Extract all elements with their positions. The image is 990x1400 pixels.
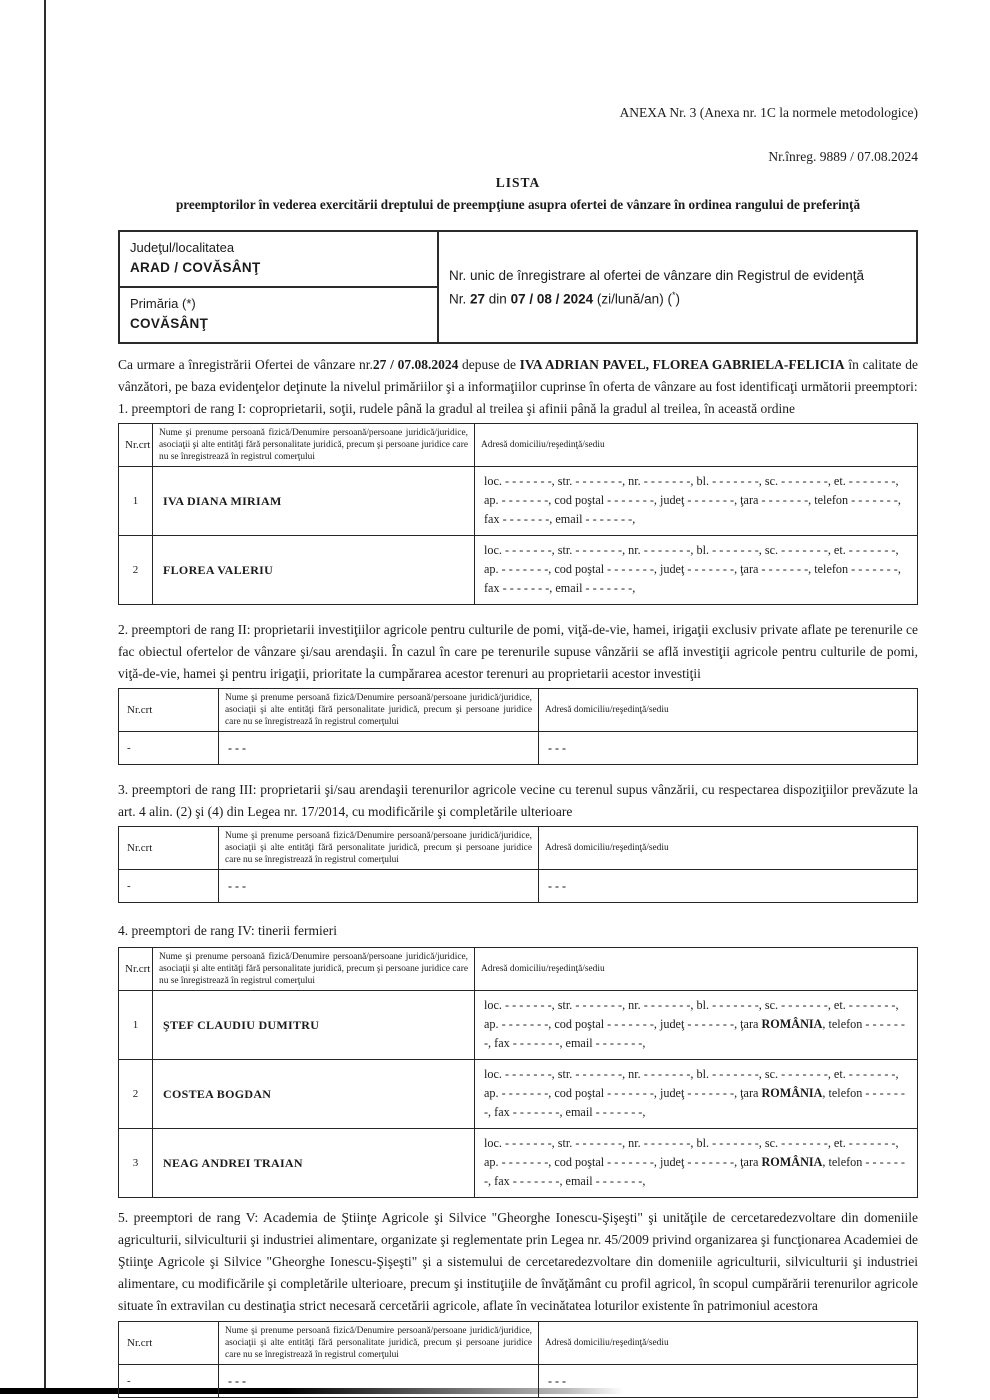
col-header-name: Nume şi prenume persoană fizică/Denumire persoană/persoane juridică/juridice, asociaţii şi alte entităţi fără personalitate juridică, precum şi persoane juridice care nu se înregistrează în registrul comerţului bbox=[153, 424, 475, 467]
col-header-address: Adresă domiciliu/reşedinţă/sediu bbox=[539, 689, 918, 732]
table-row bbox=[119, 870, 918, 903]
preemptor-address: loc. - - - - - - -, str. - - - - - - -, nr. - - - - - - -, bl. - - - - - - -, sc. - - - - - - -, et. - - - - - - -, ap. - - - - - - -, cod poştal - - - - - - -, judeţ - - - - - - -, ţara - - - - - - -, telefon - - - - - - -, fax - - - - - - -, email - - - - - - -, bbox=[475, 467, 918, 536]
row-number: 2 bbox=[119, 536, 153, 605]
offer-ref: 27 / 07.08.2024 bbox=[372, 357, 459, 372]
row-number: - bbox=[119, 1365, 219, 1398]
table-header-row bbox=[119, 948, 918, 991]
section-heading-rank4: 4. preemptori de rang IV: tinerii fermieri bbox=[118, 923, 338, 938]
row-number: 2 bbox=[119, 1060, 153, 1129]
cityhall-label: Primăria (*) bbox=[130, 296, 196, 311]
table-row bbox=[119, 732, 918, 765]
section-heading-rank5: 5. preemptori de rang V: Academia de Ştiinţe Agricole şi Silvice "Gheorghe Ionescu-Şişeşti" şi unităţile de cercetaredezvoltare din domeniile agriculturii, silviculturii şi industriei alimentare, organizate şi reglementate prin Legea nr. 45/2009 privind organizarea şi funcţionarea Academiei de Ştiinţe Agricole şi Silvice "Gheorghe Ionescu-Şişeşti" şi a sistemului de cercetaredezvoltare din domeniile agriculturii, silviculturii şi industriei alimentare, cu modificările şi completările ulterioare, precum şi instituţiile de învăţământ cu profil agricol, în scopul cumpărării terenurilor agricole situate în extravilan cu destinaţia strict necesară cercetării agricole, aflate în vecinătatea loturilor existente în patrimoniul acestora bbox=[118, 1210, 918, 1313]
preemptors-table-rank1 bbox=[118, 423, 918, 605]
table-row bbox=[119, 1060, 918, 1129]
col-header-address: Adresă domiciliu/reşedinţă/sediu bbox=[475, 948, 918, 991]
offer-date: 07 / 08 / 2024 bbox=[510, 291, 594, 307]
country-value: ROMÂNIA bbox=[761, 1086, 823, 1100]
col-header-name: Nume şi prenume persoană fizică/Denumire persoană/persoane juridică/juridice, asociaţii şi alte entităţi fără personalitate juridică, precum şi persoane juridice care nu se înregistrează în registrul comerţului bbox=[219, 827, 539, 870]
table-header-row bbox=[119, 1322, 918, 1365]
scan-artifact-vertical-line bbox=[44, 0, 46, 1392]
unique-registration-cell bbox=[439, 232, 916, 342]
row-number: 1 bbox=[119, 991, 153, 1060]
registration-info-box bbox=[118, 230, 918, 344]
col-header-name: Nume şi prenume persoană fizică/Denumire persoană/persoane juridică/juridice, asociaţii şi alte entităţi fără personalitate juridică, precum şi persoane juridice care nu se înregistrează în registrul comerţului bbox=[219, 689, 539, 732]
offer-number: 27 bbox=[470, 291, 486, 307]
registration-value-line: Nr. 27 din 07 / 08 / 2024 (zi/lună/an) (*) bbox=[449, 289, 680, 307]
preemptor-name: ŞTEF CLAUDIU DUMITRU bbox=[153, 991, 475, 1060]
preemptor-address: loc. - - - - - - -, str. - - - - - - -, nr. - - - - - - -, bl. - - - - - - -, sc. - - - - - - -, et. - - - - - - -, ap. - - - - - - -, cod poştal - - - - - - -, judeţ - - - - - - -, ţara ROMÂNIA, telefon - - - - - - -, fax - - - - - - -, email - - - - - - -, bbox=[475, 991, 918, 1060]
col-header-address: Adresă domiciliu/reşedinţă/sediu bbox=[475, 424, 918, 467]
anexa-note: ANEXA Nr. 3 (Anexa nr. 1C la normele metodologice) bbox=[619, 105, 918, 120]
col-header-nr: Nr.crt bbox=[119, 948, 153, 991]
preemptor-name: - - - bbox=[219, 870, 539, 903]
table-row bbox=[119, 1365, 918, 1398]
footnote-asterisk: * bbox=[671, 289, 676, 300]
page-subtitle: preemptorilor în vederea exercitării dreptului de preempţiune asupra ofertei de vânzare în ordinea rangului de preferinţă bbox=[175, 197, 861, 212]
section-heading-rank1: 1. preemptori de rang I: coproprietarii, soţii, rudele până la gradul al treilea şi afinii până la gradul al treilea, în această ordine bbox=[118, 401, 795, 416]
col-header-address: Adresă domiciliu/reşedinţă/sediu bbox=[539, 827, 918, 870]
col-header-nr: Nr.crt bbox=[119, 1322, 219, 1365]
table-row bbox=[119, 467, 918, 536]
preemptor-name: - - - bbox=[219, 732, 539, 765]
country-value: ROMÂNIA bbox=[761, 1155, 823, 1169]
county-label: Judeţul/localitatea bbox=[130, 240, 235, 255]
preemptor-address: - - - bbox=[539, 732, 918, 765]
table-header-row bbox=[119, 424, 918, 467]
preemptor-name: NEAG ANDREI TRAIAN bbox=[153, 1129, 475, 1198]
preemptor-address: - - - bbox=[539, 870, 918, 903]
section-heading-rank3: 3. preemptori de rang III: proprietarii şi/sau arendaşii terenurilor agricole vecine cu terenul supus vânzării, cu respectarea dispoziţiilor prevăzute la art. 4 alin. (2) şi (4) din Legea nr. 17/2014, cu modificările şi completările ulterioare bbox=[118, 782, 918, 819]
county-value: ARAD / COVĂSÂNŢ bbox=[130, 260, 261, 275]
intro-paragraph: Ca urmare a înregistrării Ofertei de vânzare nr.27 / 07.08.2024 depuse de IVA ADRIAN PAVEL, FLOREA GABRIELA-FELICIA în calitate de vânzători, pe baza evidenţelor deţinute la nivelul primăriilor şi a informaţiilor cuprinse în oferta de vânzare au fost identificaţi următorii preemptori: bbox=[118, 357, 918, 394]
col-header-address: Adresă domiciliu/reşedinţă/sediu bbox=[539, 1322, 918, 1365]
table-header-row bbox=[119, 689, 918, 732]
table-row bbox=[119, 536, 918, 605]
preemptors-table-rank4 bbox=[118, 947, 918, 1198]
sellers-names: IVA ADRIAN PAVEL, FLOREA GABRIELA-FELICIA bbox=[519, 357, 845, 372]
page-title: LISTA bbox=[495, 175, 541, 190]
document-page bbox=[118, 0, 918, 1398]
registration-number-note: Nr.înreg. 9889 / 07.08.2024 bbox=[768, 149, 918, 164]
col-header-name: Nume şi prenume persoană fizică/Denumire persoană/persoane juridică/juridice, asociaţii şi alte entităţi fără personalitate juridică, precum şi persoane juridice care nu se înregistrează în registrul comerţului bbox=[153, 948, 475, 991]
col-header-nr: Nr.crt bbox=[119, 424, 153, 467]
col-header-name: Nume şi prenume persoană fizică/Denumire persoană/persoane juridică/juridice, asociaţii şi alte entităţi fără personalitate juridică, precum şi persoane juridice care nu se înregistrează în registrul comerţului bbox=[219, 1322, 539, 1365]
table-row bbox=[119, 1129, 918, 1198]
row-number: - bbox=[119, 870, 219, 903]
row-number: 1 bbox=[119, 467, 153, 536]
preemptors-table-rank3 bbox=[118, 826, 918, 903]
preemptor-address: loc. - - - - - - -, str. - - - - - - -, nr. - - - - - - -, bl. - - - - - - -, sc. - - - - - - -, et. - - - - - - -, ap. - - - - - - -, cod poştal - - - - - - -, judeţ - - - - - - -, ţara ROMÂNIA, telefon - - - - - - -, fax - - - - - - -, email - - - - - - -, bbox=[475, 1129, 918, 1198]
row-number: - bbox=[119, 732, 219, 765]
preemptor-name: - - - bbox=[219, 1365, 539, 1398]
preemptor-address: loc. - - - - - - -, str. - - - - - - -, nr. - - - - - - -, bl. - - - - - - -, sc. - - - - - - -, et. - - - - - - -, ap. - - - - - - -, cod poştal - - - - - - -, judeţ - - - - - - -, ţara ROMÂNIA, telefon - - - - - - -, fax - - - - - - -, email - - - - - - -, bbox=[475, 1060, 918, 1129]
preemptor-name: FLOREA VALERIU bbox=[153, 536, 475, 605]
preemptor-address: loc. - - - - - - -, str. - - - - - - -, nr. - - - - - - -, bl. - - - - - - -, sc. - - - - - - -, et. - - - - - - -, ap. - - - - - - -, cod poştal - - - - - - -, judeţ - - - - - - -, ţara - - - - - - -, telefon - - - - - - -, fax - - - - - - -, email - - - - - - -, bbox=[475, 536, 918, 605]
col-header-nr: Nr.crt bbox=[119, 827, 219, 870]
cityhall-cell bbox=[120, 288, 439, 342]
preemptors-table-rank2 bbox=[118, 688, 918, 765]
registration-title: Nr. unic de înregistrare al ofertei de vânzare din Registrul de evidenţă bbox=[449, 267, 864, 283]
table-header-row bbox=[119, 827, 918, 870]
preemptor-address: - - - bbox=[539, 1365, 918, 1398]
county-cell bbox=[120, 232, 439, 288]
cityhall-value: COVĂSÂNŢ bbox=[130, 316, 209, 331]
col-header-nr: Nr.crt bbox=[119, 689, 219, 732]
section-heading-rank2: 2. preemptori de rang II: proprietarii investiţiilor agricole pentru culturile de pomi, viţă-de-vie, hamei, irigaţii exclusiv private aflate pe terenurile ce fac obiectul ofertelor de vânzare şi/sau arendaşii. În cazul în care pe terenurile supuse vânzării se află investiţii agricole pentru culturile de pomi, viţă-de-vie, hamei şi pentru irigaţii, prioritate la cumpărarea acestor terenuri au proprietarii acestor investiţii bbox=[118, 622, 918, 681]
preemptor-name: IVA DIANA MIRIAM bbox=[153, 467, 475, 536]
preemptors-table-rank5 bbox=[118, 1321, 918, 1398]
country-value: ROMÂNIA bbox=[761, 1017, 823, 1031]
preemptor-name: COSTEA BOGDAN bbox=[153, 1060, 475, 1129]
table-row bbox=[119, 991, 918, 1060]
row-number: 3 bbox=[119, 1129, 153, 1198]
